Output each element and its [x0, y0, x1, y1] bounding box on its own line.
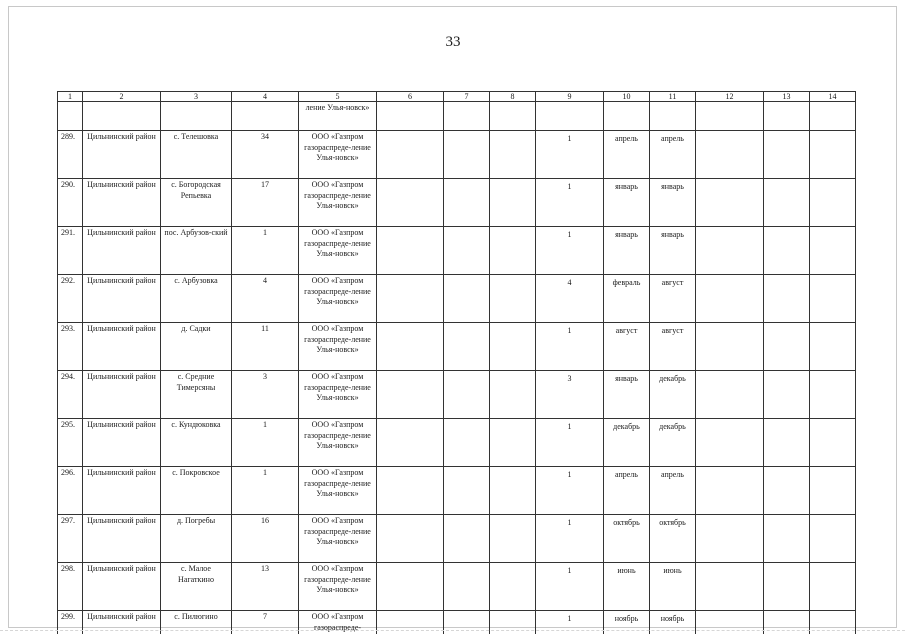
table-cell-col-7 — [444, 323, 490, 371]
table-cell-col-12 — [696, 563, 764, 611]
table-cell-col-2: Цильнинский район — [83, 275, 161, 323]
table-cell-col-4: 4 — [232, 275, 299, 323]
table-cell-col-9: 1 — [536, 131, 604, 179]
table-cell-col-2: Цильнинский район — [83, 131, 161, 179]
table-cell-col-9: 1 — [536, 515, 604, 563]
column-number-cell-4: 4 — [232, 92, 299, 102]
table-row — [58, 323, 856, 371]
table-cell-col-2: Цильнинский район — [83, 371, 161, 419]
table-cell-col-14 — [810, 102, 856, 131]
column-number-cell-11: 11 — [650, 92, 696, 102]
table-cell-col-11: август — [650, 323, 696, 371]
column-number-cell-2: 2 — [83, 92, 161, 102]
table-cell-col-3: с. Богородская Репьевка — [161, 179, 232, 227]
table-cell-col-10: январь — [604, 227, 650, 275]
table-cell-col-2: Цильнинский район — [83, 419, 161, 467]
table-cell-col-12 — [696, 323, 764, 371]
table-cell-col-11: апрель — [650, 467, 696, 515]
column-number-cell-12: 12 — [696, 92, 764, 102]
table-cell-col-4: 1 — [232, 419, 299, 467]
table-cell-col-6 — [377, 275, 444, 323]
table-cell-col-10: апрель — [604, 131, 650, 179]
table-cell-col-5: ООО «Газпром газораспреде- — [299, 611, 377, 635]
table-cell-col-14 — [810, 131, 856, 179]
table-cell-col-12 — [696, 131, 764, 179]
table-cell-col-7 — [444, 419, 490, 467]
table-cell-col-13 — [764, 323, 810, 371]
table-cell-col-11: декабрь — [650, 371, 696, 419]
table-cell-col-11: январь — [650, 227, 696, 275]
table-cell-col-5: ООО «Газпром газораспреде-ление Улья-новск» — [299, 419, 377, 467]
table-cell-col-4: 1 — [232, 227, 299, 275]
table-cell-col-4: 7 — [232, 611, 299, 635]
table-cell-col-2: Цильнинский район — [83, 227, 161, 275]
table-cell-col-6 — [377, 179, 444, 227]
table-cell-col-11: январь — [650, 179, 696, 227]
table-cell-col-10: апрель — [604, 467, 650, 515]
table-cell-col-6 — [377, 563, 444, 611]
table-cell-col-7 — [444, 563, 490, 611]
table-cell-col-1: 294. — [58, 371, 83, 419]
table-cell-col-8 — [490, 227, 536, 275]
table-cell-col-10: ноябрь — [604, 611, 650, 635]
table-cell-col-13 — [764, 371, 810, 419]
table-cell-col-12 — [696, 515, 764, 563]
table-cell-col-3 — [161, 102, 232, 131]
column-number-cell-5: 5 — [299, 92, 377, 102]
table-cell-col-2 — [83, 102, 161, 131]
table-cell-col-12 — [696, 227, 764, 275]
table-cell-col-7 — [444, 102, 490, 131]
table-cell-col-13 — [764, 179, 810, 227]
table-cell-col-4: 34 — [232, 131, 299, 179]
table-cell-col-5: ООО «Газпром газораспреде-ление Улья-новск» — [299, 227, 377, 275]
table-cell-col-7 — [444, 515, 490, 563]
table-row — [58, 131, 856, 179]
table-cell-col-1: 290. — [58, 179, 83, 227]
table-cell-col-11: август — [650, 275, 696, 323]
table-row — [58, 515, 856, 563]
table-cell-col-3: с. Пилюгино — [161, 611, 232, 635]
table-cell-col-14 — [810, 515, 856, 563]
table-row — [58, 563, 856, 611]
bottom-rule — [0, 630, 905, 631]
table-cell-col-1 — [58, 102, 83, 131]
table-cell-col-6 — [377, 419, 444, 467]
table-cell-col-12 — [696, 179, 764, 227]
table-cell-col-10: январь — [604, 179, 650, 227]
table-cell-col-7 — [444, 131, 490, 179]
table-cell-col-9: 3 — [536, 371, 604, 419]
table-cell-col-3: с. Кундюковка — [161, 419, 232, 467]
table-row — [58, 275, 856, 323]
table-cell-col-3: д. Погребы — [161, 515, 232, 563]
table-cell-col-3: с. Арбузовка — [161, 275, 232, 323]
table-cell-col-12 — [696, 102, 764, 131]
table-cell-col-7 — [444, 275, 490, 323]
table-cell-col-14 — [810, 371, 856, 419]
table-cell-col-2: Цильнинский район — [83, 515, 161, 563]
table-cell-col-10: январь — [604, 371, 650, 419]
column-number-cell-7: 7 — [444, 92, 490, 102]
column-number-row — [58, 92, 856, 102]
table-cell-col-11 — [650, 102, 696, 131]
table-cell-col-1: 297. — [58, 515, 83, 563]
table-cell-col-3: с. Телешовка — [161, 131, 232, 179]
table-cell-col-1: 295. — [58, 419, 83, 467]
table-cell-col-1: 296. — [58, 467, 83, 515]
table-cell-col-2: Цильнинский район — [83, 611, 161, 635]
column-number-cell-14: 14 — [810, 92, 856, 102]
table-cell-col-8 — [490, 563, 536, 611]
table-cell-col-5: ООО «Газпром газораспреде-ление Улья-новск» — [299, 563, 377, 611]
table-cell-col-10: август — [604, 323, 650, 371]
table-cell-col-4: 16 — [232, 515, 299, 563]
table-cell-col-8 — [490, 179, 536, 227]
table-cell-col-14 — [810, 275, 856, 323]
table-cell-col-9: 1 — [536, 611, 604, 635]
table-cell-col-13 — [764, 102, 810, 131]
table-cell-col-8 — [490, 515, 536, 563]
table-cell-col-14 — [810, 419, 856, 467]
table-cell-col-9 — [536, 102, 604, 131]
table-cell-col-13 — [764, 131, 810, 179]
table-row — [58, 371, 856, 419]
column-number-cell-10: 10 — [604, 92, 650, 102]
table-cell-col-14 — [810, 563, 856, 611]
table-cell-col-1: 291. — [58, 227, 83, 275]
table-cell-col-12 — [696, 419, 764, 467]
table-cell-col-12 — [696, 467, 764, 515]
table-row-continuation — [58, 102, 856, 131]
table-cell-col-9: 1 — [536, 323, 604, 371]
table-row — [58, 419, 856, 467]
table-row — [58, 179, 856, 227]
table-cell-col-3: с. Малое Нагаткино — [161, 563, 232, 611]
table-cell-col-9: 1 — [536, 563, 604, 611]
table-cell-col-4: 1 — [232, 467, 299, 515]
table-cell-col-13 — [764, 227, 810, 275]
table-cell-col-5: ООО «Газпром газораспреде-ление Улья-новск» — [299, 323, 377, 371]
table-cell-col-7 — [444, 371, 490, 419]
table-cell-col-6 — [377, 227, 444, 275]
table-cell-col-11: апрель — [650, 131, 696, 179]
table-cell-col-8 — [490, 275, 536, 323]
column-number-cell-6: 6 — [377, 92, 444, 102]
page-number: 33 — [445, 34, 461, 50]
table-cell-col-5: ление Улья-новск» — [299, 102, 377, 131]
table-cell-col-5: ООО «Газпром газораспреде-ление Улья-новск» — [299, 515, 377, 563]
table-cell-col-10: июнь — [604, 563, 650, 611]
table-cell-col-4: 17 — [232, 179, 299, 227]
table-cell-col-2: Цильнинский район — [83, 467, 161, 515]
table-cell-col-2: Цильнинский район — [83, 563, 161, 611]
column-number-cell-1: 1 — [58, 92, 83, 102]
table-cell-col-6 — [377, 467, 444, 515]
table-cell-col-6 — [377, 371, 444, 419]
table-cell-col-9: 1 — [536, 419, 604, 467]
table-cell-col-7 — [444, 179, 490, 227]
table-cell-col-7 — [444, 467, 490, 515]
table-cell-col-8 — [490, 467, 536, 515]
table-cell-col-4: 11 — [232, 323, 299, 371]
table-row — [58, 227, 856, 275]
table-cell-col-9: 1 — [536, 179, 604, 227]
table-cell-col-4: 13 — [232, 563, 299, 611]
column-number-cell-8: 8 — [490, 92, 536, 102]
table-cell-col-4 — [232, 102, 299, 131]
table-cell-col-4: 3 — [232, 371, 299, 419]
table-cell-col-1: 292. — [58, 275, 83, 323]
data-table — [57, 91, 856, 634]
table-cell-col-10: декабрь — [604, 419, 650, 467]
table-cell-col-3: пос. Арбузов-ский — [161, 227, 232, 275]
table-cell-col-11: ноябрь — [650, 611, 696, 635]
table-cell-col-3: с. Покровское — [161, 467, 232, 515]
column-number-cell-9: 9 — [536, 92, 604, 102]
column-number-cell-13: 13 — [764, 92, 810, 102]
table-cell-col-5: ООО «Газпром газораспреде-ление Улья-новск» — [299, 131, 377, 179]
table-cell-col-10: февраль — [604, 275, 650, 323]
table-cell-col-13 — [764, 515, 810, 563]
table-cell-col-1: 299. — [58, 611, 83, 635]
table-cell-col-11: октябрь — [650, 515, 696, 563]
table-cell-col-2: Цильнинский район — [83, 179, 161, 227]
table-cell-col-3: с. Средние Тимерсяны — [161, 371, 232, 419]
table-row — [58, 467, 856, 515]
table-cell-col-14 — [810, 467, 856, 515]
table-cell-col-5: ООО «Газпром газораспреде-ление Улья-новск» — [299, 275, 377, 323]
table-cell-col-10: октябрь — [604, 515, 650, 563]
table-cell-col-2: Цильнинский район — [83, 323, 161, 371]
table-cell-col-3: д. Садки — [161, 323, 232, 371]
table-cell-col-14 — [810, 323, 856, 371]
table-cell-col-11: июнь — [650, 563, 696, 611]
table-cell-col-14 — [810, 179, 856, 227]
table-cell-col-11: декабрь — [650, 419, 696, 467]
table-cell-col-13 — [764, 275, 810, 323]
table-cell-col-6 — [377, 131, 444, 179]
table-cell-col-13 — [764, 467, 810, 515]
table-cell-col-6 — [377, 323, 444, 371]
table-cell-col-1: 289. — [58, 131, 83, 179]
table-cell-col-9: 4 — [536, 275, 604, 323]
table-cell-col-1: 298. — [58, 563, 83, 611]
table-cell-col-13 — [764, 419, 810, 467]
table-cell-col-8 — [490, 131, 536, 179]
table-cell-col-10 — [604, 102, 650, 131]
table-cell-col-13 — [764, 563, 810, 611]
table-cell-col-12 — [696, 371, 764, 419]
table-cell-col-9: 1 — [536, 467, 604, 515]
table-cell-col-12 — [696, 275, 764, 323]
column-number-cell-3: 3 — [161, 92, 232, 102]
table-cell-col-5: ООО «Газпром газораспреде-ление Улья-новск» — [299, 179, 377, 227]
table-cell-col-1: 293. — [58, 323, 83, 371]
table-cell-col-8 — [490, 323, 536, 371]
table-cell-col-6 — [377, 515, 444, 563]
table-cell-col-8 — [490, 102, 536, 131]
table-cell-col-8 — [490, 371, 536, 419]
table-cell-col-8 — [490, 419, 536, 467]
table-cell-col-5: ООО «Газпром газораспреде-ление Улья-новск» — [299, 467, 377, 515]
table-cell-col-6 — [377, 102, 444, 131]
table-cell-col-5: ООО «Газпром газораспреде-ление Улья-новск» — [299, 371, 377, 419]
table-cell-col-7 — [444, 227, 490, 275]
table-cell-col-14 — [810, 227, 856, 275]
table-cell-col-9: 1 — [536, 227, 604, 275]
